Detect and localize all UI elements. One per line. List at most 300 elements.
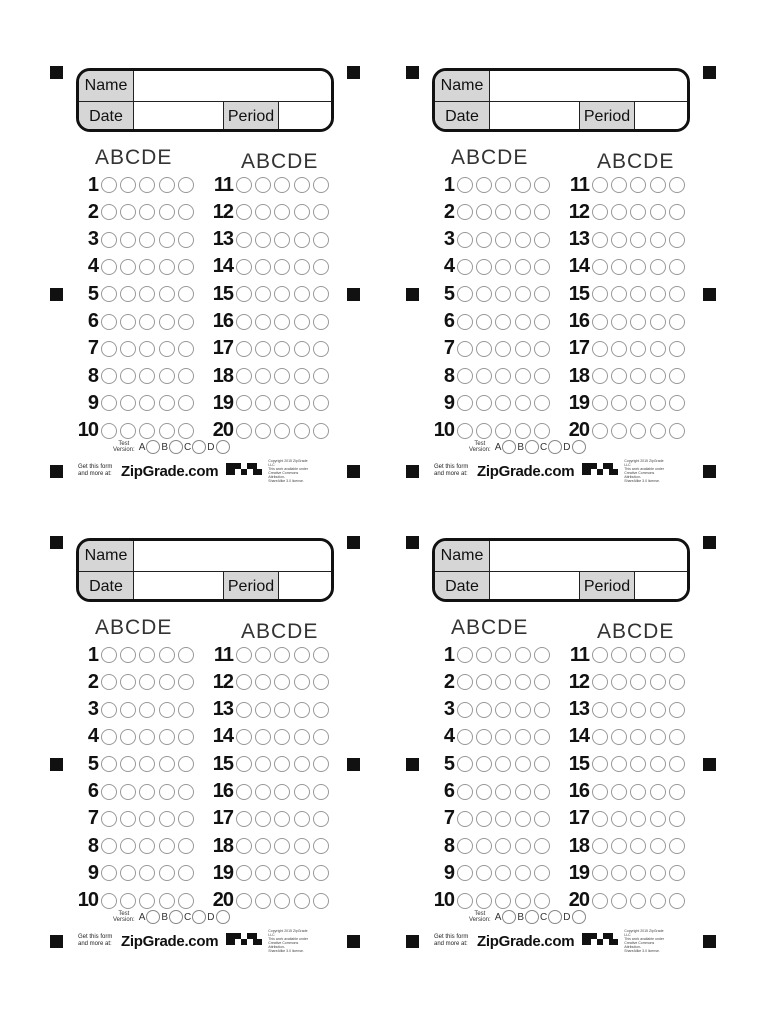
name-field[interactable] [134,541,331,571]
answer-bubble-a[interactable] [101,204,117,220]
answer-bubble-b[interactable] [255,341,271,357]
answer-bubble-b[interactable] [611,286,627,302]
answer-bubble-c[interactable] [630,368,646,384]
answer-bubble-d[interactable] [650,259,666,275]
answer-bubble-b[interactable] [120,204,136,220]
answer-bubble-c[interactable] [274,368,290,384]
answer-bubble-c[interactable] [139,423,155,439]
answer-bubble-c[interactable] [139,647,155,663]
answer-bubble-b[interactable] [255,729,271,745]
answer-bubble-c[interactable] [495,368,511,384]
answer-bubble-c[interactable] [495,729,511,745]
answer-bubble-d[interactable] [515,204,531,220]
answer-bubble-c[interactable] [139,702,155,718]
answer-bubble-c[interactable] [495,811,511,827]
version-bubble[interactable] [146,910,160,924]
answer-bubble-e[interactable] [313,314,329,330]
answer-bubble-e[interactable] [178,647,194,663]
answer-bubble-a[interactable] [592,756,608,772]
answer-bubble-b[interactable] [120,838,136,854]
answer-bubble-c[interactable] [139,259,155,275]
answer-bubble-d[interactable] [159,756,175,772]
answer-bubble-c[interactable] [495,259,511,275]
answer-bubble-b[interactable] [476,259,492,275]
answer-bubble-b[interactable] [476,811,492,827]
answer-bubble-b[interactable] [611,423,627,439]
answer-bubble-c[interactable] [495,423,511,439]
answer-bubble-a[interactable] [236,177,252,193]
answer-bubble-e[interactable] [178,286,194,302]
answer-bubble-c[interactable] [630,838,646,854]
answer-bubble-a[interactable] [236,286,252,302]
answer-bubble-a[interactable] [457,204,473,220]
answer-bubble-c[interactable] [274,838,290,854]
answer-bubble-c[interactable] [139,368,155,384]
answer-bubble-a[interactable] [592,395,608,411]
answer-bubble-e[interactable] [669,756,685,772]
answer-bubble-e[interactable] [178,314,194,330]
answer-bubble-d[interactable] [294,702,310,718]
answer-bubble-b[interactable] [611,368,627,384]
answer-bubble-d[interactable] [515,314,531,330]
answer-bubble-b[interactable] [476,395,492,411]
answer-bubble-b[interactable] [476,286,492,302]
answer-bubble-b[interactable] [255,232,271,248]
answer-bubble-a[interactable] [101,647,117,663]
answer-bubble-d[interactable] [294,395,310,411]
answer-bubble-e[interactable] [669,395,685,411]
answer-bubble-c[interactable] [139,204,155,220]
zipgrade-site-link[interactable]: ZipGrade.com [477,932,575,950]
answer-bubble-c[interactable] [274,702,290,718]
version-option-a[interactable] [139,440,162,454]
answer-bubble-e[interactable] [534,286,550,302]
answer-bubble-e[interactable] [178,395,194,411]
answer-bubble-b[interactable] [476,756,492,772]
answer-bubble-b[interactable] [120,784,136,800]
answer-bubble-d[interactable] [515,286,531,302]
answer-bubble-e[interactable] [669,259,685,275]
answer-bubble-c[interactable] [274,811,290,827]
answer-bubble-b[interactable] [120,286,136,302]
answer-bubble-d[interactable] [515,368,531,384]
answer-bubble-b[interactable] [255,423,271,439]
answer-bubble-a[interactable] [592,259,608,275]
answer-bubble-c[interactable] [139,893,155,909]
answer-bubble-a[interactable] [592,893,608,909]
answer-bubble-d[interactable] [650,784,666,800]
version-bubble[interactable] [502,440,516,454]
answer-bubble-b[interactable] [611,177,627,193]
answer-bubble-d[interactable] [294,204,310,220]
answer-bubble-a[interactable] [592,177,608,193]
answer-bubble-e[interactable] [669,286,685,302]
version-bubble[interactable] [572,440,586,454]
answer-bubble-c[interactable] [274,395,290,411]
answer-bubble-c[interactable] [630,756,646,772]
answer-bubble-d[interactable] [159,838,175,854]
answer-bubble-d[interactable] [650,756,666,772]
answer-bubble-d[interactable] [294,838,310,854]
answer-bubble-a[interactable] [101,729,117,745]
answer-bubble-d[interactable] [294,865,310,881]
answer-bubble-a[interactable] [101,286,117,302]
answer-bubble-c[interactable] [139,865,155,881]
answer-bubble-e[interactable] [534,865,550,881]
answer-bubble-b[interactable] [611,702,627,718]
answer-bubble-c[interactable] [495,286,511,302]
answer-bubble-b[interactable] [476,702,492,718]
zipgrade-site-link[interactable]: ZipGrade.com [121,932,219,950]
answer-bubble-e[interactable] [178,204,194,220]
answer-bubble-e[interactable] [669,341,685,357]
answer-bubble-a[interactable] [101,314,117,330]
answer-bubble-c[interactable] [139,232,155,248]
answer-bubble-c[interactable] [630,865,646,881]
answer-bubble-c[interactable] [274,893,290,909]
answer-bubble-e[interactable] [313,423,329,439]
version-option-a[interactable] [495,910,518,924]
answer-bubble-e[interactable] [313,784,329,800]
answer-bubble-e[interactable] [313,286,329,302]
answer-bubble-c[interactable] [139,286,155,302]
answer-bubble-e[interactable] [669,368,685,384]
version-bubble[interactable] [216,440,230,454]
answer-bubble-b[interactable] [611,784,627,800]
answer-bubble-b[interactable] [611,204,627,220]
answer-bubble-a[interactable] [592,865,608,881]
answer-bubble-a[interactable] [236,423,252,439]
zipgrade-site-link[interactable]: ZipGrade.com [477,462,575,480]
name-field[interactable] [134,71,331,101]
answer-bubble-c[interactable] [495,204,511,220]
answer-bubble-a[interactable] [592,232,608,248]
version-option-c[interactable] [184,910,207,924]
answer-bubble-a[interactable] [592,204,608,220]
answer-bubble-c[interactable] [274,674,290,690]
answer-bubble-c[interactable] [495,314,511,330]
answer-bubble-a[interactable] [457,756,473,772]
answer-bubble-c[interactable] [274,756,290,772]
answer-bubble-c[interactable] [630,232,646,248]
answer-bubble-c[interactable] [274,232,290,248]
version-option-a[interactable] [495,440,518,454]
version-option-c[interactable] [184,440,207,454]
answer-bubble-b[interactable] [476,893,492,909]
answer-bubble-d[interactable] [294,286,310,302]
answer-bubble-b[interactable] [120,865,136,881]
answer-bubble-e[interactable] [669,647,685,663]
version-bubble[interactable] [216,910,230,924]
answer-bubble-a[interactable] [101,423,117,439]
answer-bubble-b[interactable] [255,647,271,663]
answer-bubble-a[interactable] [457,232,473,248]
answer-bubble-a[interactable] [592,423,608,439]
answer-bubble-a[interactable] [236,395,252,411]
answer-bubble-d[interactable] [515,423,531,439]
answer-bubble-c[interactable] [139,784,155,800]
answer-bubble-b[interactable] [255,368,271,384]
answer-bubble-e[interactable] [178,838,194,854]
answer-bubble-c[interactable] [495,647,511,663]
answer-bubble-b[interactable] [611,674,627,690]
answer-bubble-d[interactable] [159,811,175,827]
version-bubble[interactable] [548,910,562,924]
answer-bubble-c[interactable] [630,729,646,745]
answer-bubble-c[interactable] [139,838,155,854]
answer-bubble-a[interactable] [592,341,608,357]
answer-bubble-e[interactable] [178,674,194,690]
answer-bubble-d[interactable] [294,647,310,663]
answer-bubble-a[interactable] [236,811,252,827]
answer-bubble-d[interactable] [159,232,175,248]
answer-bubble-c[interactable] [139,314,155,330]
answer-bubble-d[interactable] [650,177,666,193]
answer-bubble-a[interactable] [457,784,473,800]
version-option-c[interactable] [540,440,563,454]
answer-bubble-b[interactable] [611,811,627,827]
answer-bubble-c[interactable] [630,204,646,220]
answer-bubble-a[interactable] [592,286,608,302]
answer-bubble-a[interactable] [457,838,473,854]
answer-bubble-c[interactable] [139,756,155,772]
answer-bubble-e[interactable] [534,368,550,384]
answer-bubble-d[interactable] [515,395,531,411]
answer-bubble-d[interactable] [515,756,531,772]
answer-bubble-e[interactable] [178,729,194,745]
answer-bubble-e[interactable] [669,177,685,193]
answer-bubble-a[interactable] [236,865,252,881]
answer-bubble-b[interactable] [120,811,136,827]
answer-bubble-e[interactable] [313,702,329,718]
answer-bubble-a[interactable] [457,177,473,193]
answer-bubble-e[interactable] [313,893,329,909]
answer-bubble-b[interactable] [120,674,136,690]
answer-bubble-e[interactable] [313,729,329,745]
zipgrade-site-link[interactable]: ZipGrade.com [121,462,219,480]
answer-bubble-c[interactable] [139,395,155,411]
answer-bubble-c[interactable] [274,177,290,193]
answer-bubble-e[interactable] [669,204,685,220]
version-bubble[interactable] [169,910,183,924]
answer-bubble-e[interactable] [178,423,194,439]
answer-bubble-d[interactable] [650,729,666,745]
answer-bubble-a[interactable] [592,784,608,800]
answer-bubble-a[interactable] [457,811,473,827]
answer-bubble-b[interactable] [476,368,492,384]
answer-bubble-d[interactable] [515,729,531,745]
answer-bubble-d[interactable] [159,784,175,800]
answer-bubble-c[interactable] [139,729,155,745]
period-field[interactable] [635,572,687,602]
answer-bubble-a[interactable] [236,259,252,275]
answer-bubble-e[interactable] [313,204,329,220]
answer-bubble-a[interactable] [236,729,252,745]
answer-bubble-d[interactable] [650,286,666,302]
version-option-d[interactable] [563,440,586,454]
answer-bubble-d[interactable] [650,865,666,881]
answer-bubble-e[interactable] [178,341,194,357]
answer-bubble-a[interactable] [101,893,117,909]
date-field[interactable] [490,102,580,132]
answer-bubble-b[interactable] [120,702,136,718]
answer-bubble-d[interactable] [294,423,310,439]
answer-bubble-a[interactable] [101,838,117,854]
answer-bubble-c[interactable] [139,341,155,357]
answer-bubble-d[interactable] [650,232,666,248]
answer-bubble-a[interactable] [457,647,473,663]
answer-bubble-a[interactable] [457,893,473,909]
answer-bubble-d[interactable] [650,838,666,854]
answer-bubble-b[interactable] [255,674,271,690]
answer-bubble-b[interactable] [611,259,627,275]
answer-bubble-b[interactable] [255,838,271,854]
answer-bubble-d[interactable] [515,177,531,193]
answer-bubble-c[interactable] [274,286,290,302]
answer-bubble-a[interactable] [592,368,608,384]
answer-bubble-d[interactable] [650,811,666,827]
answer-bubble-d[interactable] [650,702,666,718]
answer-bubble-e[interactable] [534,729,550,745]
answer-bubble-b[interactable] [476,423,492,439]
answer-bubble-e[interactable] [669,232,685,248]
answer-bubble-e[interactable] [313,674,329,690]
answer-bubble-d[interactable] [515,674,531,690]
answer-bubble-b[interactable] [476,784,492,800]
answer-bubble-a[interactable] [592,729,608,745]
answer-bubble-c[interactable] [274,784,290,800]
version-bubble[interactable] [525,440,539,454]
answer-bubble-a[interactable] [236,756,252,772]
answer-bubble-b[interactable] [255,784,271,800]
answer-bubble-b[interactable] [120,729,136,745]
answer-bubble-e[interactable] [534,204,550,220]
answer-bubble-a[interactable] [236,702,252,718]
answer-bubble-d[interactable] [159,702,175,718]
answer-bubble-e[interactable] [534,341,550,357]
answer-bubble-e[interactable] [313,341,329,357]
name-field[interactable] [490,541,687,571]
answer-bubble-a[interactable] [101,232,117,248]
answer-bubble-d[interactable] [159,259,175,275]
answer-bubble-b[interactable] [120,368,136,384]
answer-bubble-b[interactable] [120,341,136,357]
answer-bubble-a[interactable] [236,368,252,384]
answer-bubble-c[interactable] [630,674,646,690]
answer-bubble-e[interactable] [534,702,550,718]
answer-bubble-e[interactable] [534,314,550,330]
answer-bubble-d[interactable] [159,177,175,193]
answer-bubble-e[interactable] [534,259,550,275]
answer-bubble-c[interactable] [630,423,646,439]
answer-bubble-a[interactable] [592,314,608,330]
answer-bubble-c[interactable] [274,729,290,745]
answer-bubble-a[interactable] [101,756,117,772]
answer-bubble-e[interactable] [669,423,685,439]
answer-bubble-e[interactable] [178,177,194,193]
answer-bubble-c[interactable] [495,674,511,690]
answer-bubble-a[interactable] [457,341,473,357]
answer-bubble-b[interactable] [120,314,136,330]
answer-bubble-e[interactable] [313,259,329,275]
answer-bubble-c[interactable] [495,893,511,909]
answer-bubble-c[interactable] [274,423,290,439]
answer-bubble-b[interactable] [255,286,271,302]
answer-bubble-d[interactable] [515,865,531,881]
answer-bubble-d[interactable] [515,838,531,854]
answer-bubble-e[interactable] [178,865,194,881]
answer-bubble-b[interactable] [255,756,271,772]
answer-bubble-c[interactable] [495,784,511,800]
answer-bubble-c[interactable] [495,395,511,411]
answer-bubble-e[interactable] [313,368,329,384]
answer-bubble-d[interactable] [294,314,310,330]
answer-bubble-b[interactable] [611,838,627,854]
answer-bubble-a[interactable] [101,177,117,193]
answer-bubble-a[interactable] [457,729,473,745]
answer-bubble-c[interactable] [139,674,155,690]
answer-bubble-e[interactable] [669,784,685,800]
answer-bubble-b[interactable] [611,647,627,663]
answer-bubble-e[interactable] [313,865,329,881]
answer-bubble-b[interactable] [120,232,136,248]
answer-bubble-a[interactable] [457,286,473,302]
period-field[interactable] [635,102,687,132]
answer-bubble-c[interactable] [274,647,290,663]
answer-bubble-d[interactable] [159,286,175,302]
answer-bubble-a[interactable] [236,893,252,909]
answer-bubble-c[interactable] [495,232,511,248]
answer-bubble-d[interactable] [515,702,531,718]
answer-bubble-d[interactable] [159,314,175,330]
answer-bubble-c[interactable] [630,314,646,330]
answer-bubble-c[interactable] [495,177,511,193]
answer-bubble-d[interactable] [515,232,531,248]
date-field[interactable] [490,572,580,602]
answer-bubble-d[interactable] [159,204,175,220]
version-option-b[interactable] [161,440,184,454]
answer-bubble-d[interactable] [294,259,310,275]
answer-bubble-c[interactable] [274,314,290,330]
answer-bubble-e[interactable] [534,784,550,800]
answer-bubble-e[interactable] [669,702,685,718]
answer-bubble-d[interactable] [650,395,666,411]
answer-bubble-a[interactable] [236,647,252,663]
answer-bubble-d[interactable] [650,341,666,357]
answer-bubble-e[interactable] [534,232,550,248]
answer-bubble-e[interactable] [669,838,685,854]
version-bubble[interactable] [192,440,206,454]
version-option-c[interactable] [540,910,563,924]
answer-bubble-b[interactable] [476,177,492,193]
answer-bubble-b[interactable] [255,314,271,330]
answer-bubble-d[interactable] [515,784,531,800]
answer-bubble-a[interactable] [101,702,117,718]
answer-bubble-b[interactable] [611,865,627,881]
answer-bubble-d[interactable] [294,756,310,772]
answer-bubble-c[interactable] [630,702,646,718]
answer-bubble-e[interactable] [669,729,685,745]
answer-bubble-a[interactable] [101,395,117,411]
answer-bubble-d[interactable] [650,204,666,220]
version-option-d[interactable] [207,440,230,454]
answer-bubble-c[interactable] [630,811,646,827]
answer-bubble-b[interactable] [255,395,271,411]
version-bubble[interactable] [525,910,539,924]
answer-bubble-d[interactable] [294,784,310,800]
answer-bubble-e[interactable] [178,259,194,275]
answer-bubble-e[interactable] [534,838,550,854]
